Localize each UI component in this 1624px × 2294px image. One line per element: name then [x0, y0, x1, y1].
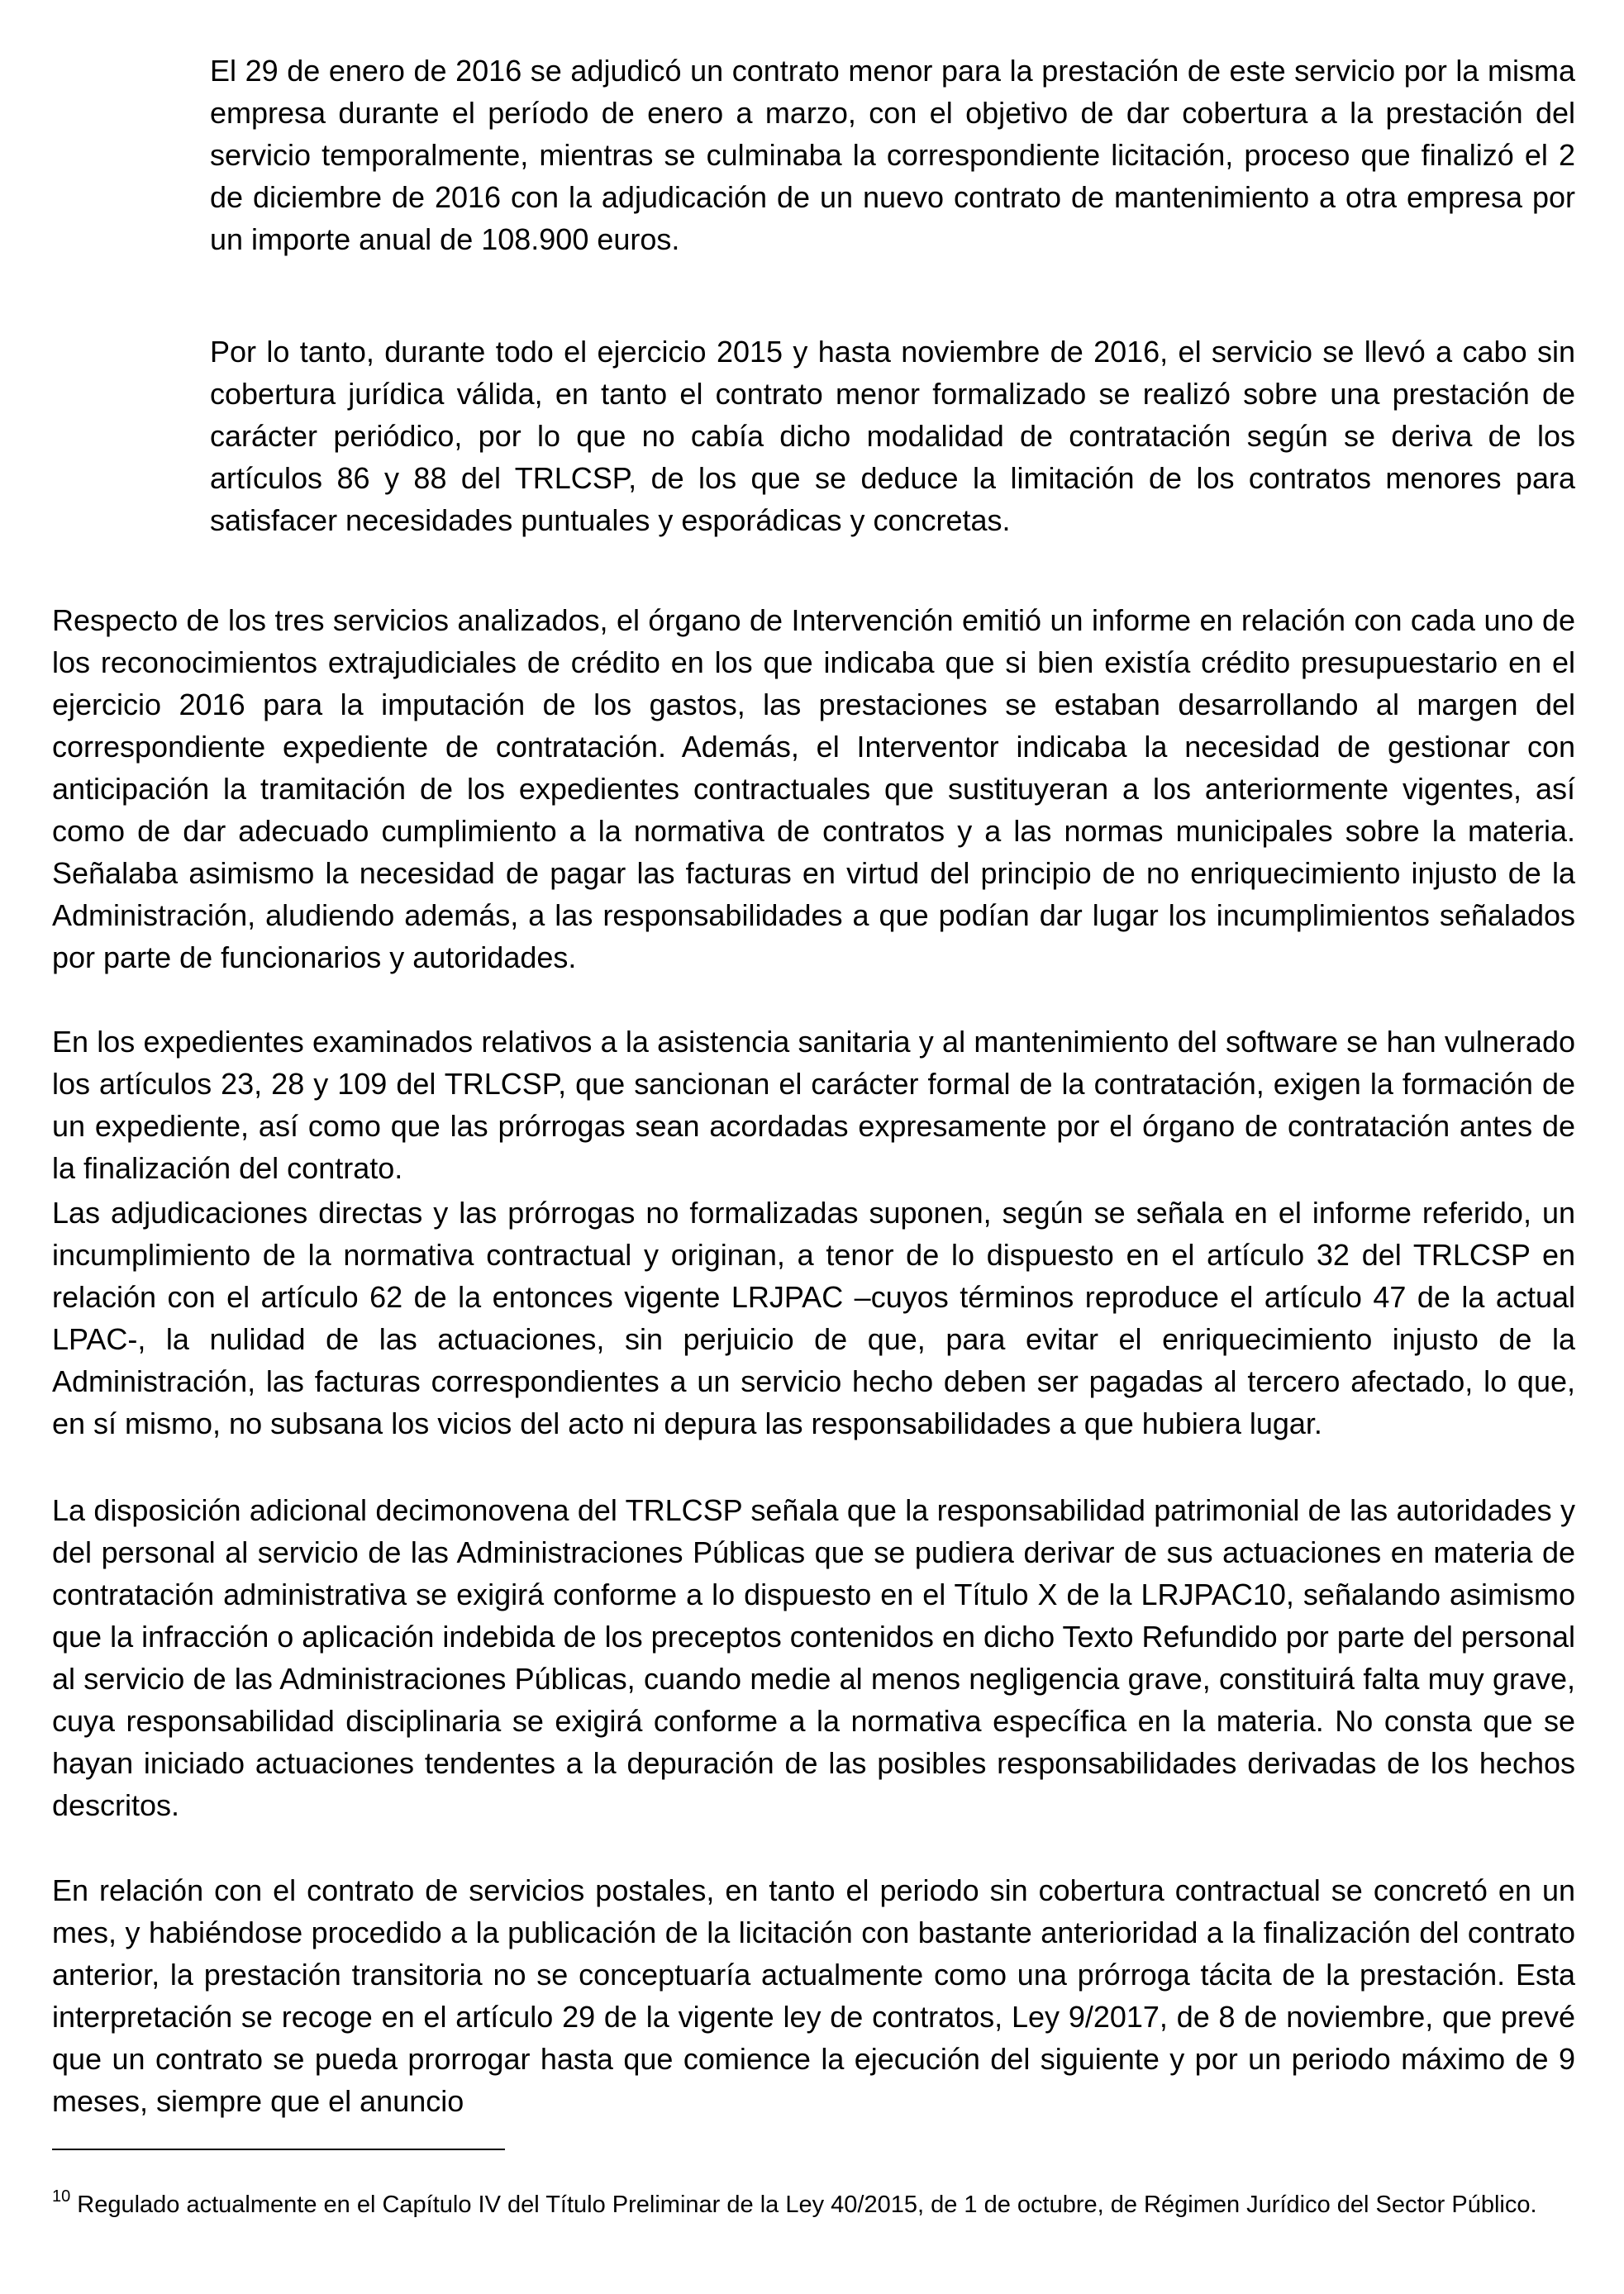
footnote-number: 10 — [52, 2187, 71, 2206]
paragraph-adjudicaciones: Las adjudicaciones directas y las prórrogas no formalizadas suponen, según se señala en el informe referido, un incumplimiento de la normativa contractual y originan, a tenor de lo dispuesto en el artículo 32 del TRLCSP en relación con el artículo 62 de la entonces vigente LRJPAC –cuyos términos reproduce el artículo 47 de la actual LPAC-, la nulidad de las actuaciones, sin perjuicio de que, para evitar el enriquecimiento injusto de la Administración, las facturas correspondientes a un servicio hecho deben ser pagadas al tercero afectado, lo que, en sí mismo, no subsana los vicios del acto ni depura las responsabilidades a que hubiera lugar. — [52, 1196, 1575, 1440]
paragraph-servicios-postales: En relación con el contrato de servicios postales, en tanto el periodo sin cobertura contractual se concretó en un mes, y habiéndose procedido a la publicación de la licitación con bastante anterioridad a la finalización del contrato anterior, la prestación transitoria no se conceptuaría actualmente como una prórroga tácita de la prestación. Esta interpretación se recoge en el artículo 29 de la vigente ley de contratos, Ley 9/2017, de 8 de noviembre, que prevé que un contrato se pueda prorrogar hasta que comience la ejecución del siguiente y por un periodo máximo de 9 meses, siempre que el anuncio — [52, 1873, 1575, 2118]
footnote-separator — [52, 2149, 505, 2150]
indented-paragraph-1: El 29 de enero de 2016 se adjudicó un contrato menor para la prestación de este servicio por la misma empresa durante el período de enero a marzo, con el objetivo de dar cobertura a la prestación del servicio temporalmente, mientras se culminaba la correspondiente licitación, proceso que finalizó el 2 de diciembre de 2016 con la adjudicación de un nuevo contrato de mantenimiento a otra empresa por un importe anual de 108.900 euros. — [210, 54, 1575, 256]
paragraph-disposicion-adicional: La disposición adicional decimonovena del TRLCSP señala que la responsabilidad patrimonial de las autoridades y del personal al servicio de las Administraciones Públicas que se pudiera derivar de sus actuaciones en materia de contratación administrativa se exigirá conforme a lo dispuesto en el Título X de la LRJPAC10, señalando asimismo que la infracción o aplicación indebida de los preceptos contenidos en dicho Texto Refundido por parte del personal al servicio de las Administraciones Públicas, cuando medie al menos negligencia grave, constituirá falta muy grave, cuya responsabilidad disciplinaria se exigirá conforme a la normativa específica en la materia. No consta que se hayan iniciado actuaciones tendentes a la depuración de las posibles responsabilidades derivadas de los hechos descritos. — [52, 1493, 1575, 1822]
footnote — [52, 2188, 1575, 2221]
paragraph-expedientes: En los expedientes examinados relativos a la asistencia sanitaria y al mantenimiento del software se han vulnerado los artículos 23, 28 y 109 del TRLCSP, que sancionan el carácter formal de la contratación, exigen la formación de un expediente, así como que las prórrogas sean acordadas expresamente por el órgano de contratación antes de la finalización del contrato. — [52, 1025, 1575, 1185]
paragraph-intervention-report: Respecto de los tres servicios analizados, el órgano de Intervención emitió un informe en relación con cada uno de los reconocimientos extrajudiciales de crédito en los que indicaba que si bien existía crédito presupuestario en el ejercicio 2016 para la imputación de los gastos, las prestaciones se estaban desarrollando al margen del correspondiente expediente de contratación. Además, el Interventor indicaba la necesidad de gestionar con anticipación la tramitación de los expedientes contractuales que sustituyeran a los anteriormente vigentes, así como de dar adecuado cumplimiento a la normativa de contratos y a las normas municipales sobre la materia. Señalaba asimismo la necesidad de pagar las facturas en virtud del principio de no enriquecimiento injusto de la Administración, aludiendo además, a las responsabilidades a que podían dar lugar los incumplimientos señalados por parte de funcionarios y autoridades. — [52, 603, 1575, 974]
footnote-text: Regulado actualmente en el Capítulo IV del Título Preliminar de la Ley 40/2015, de 1 de octubre, de Régimen Jurídico del Sector Público. — [77, 2192, 1537, 2218]
indented-paragraph-2: Por lo tanto, durante todo el ejercicio 2015 y hasta noviembre de 2016, el servicio se llevó a cabo sin cobertura jurídica válida, en tanto el contrato menor formalizado se realizó sobre una prestación de carácter periódico, por lo que no cabía dicho modalidad de contratación según se deriva de los artículos 86 y 88 del TRLCSP, de los que se deduce la limitación de los contratos menores para satisfacer necesidades puntuales y esporádicas y concretas. — [210, 335, 1575, 537]
